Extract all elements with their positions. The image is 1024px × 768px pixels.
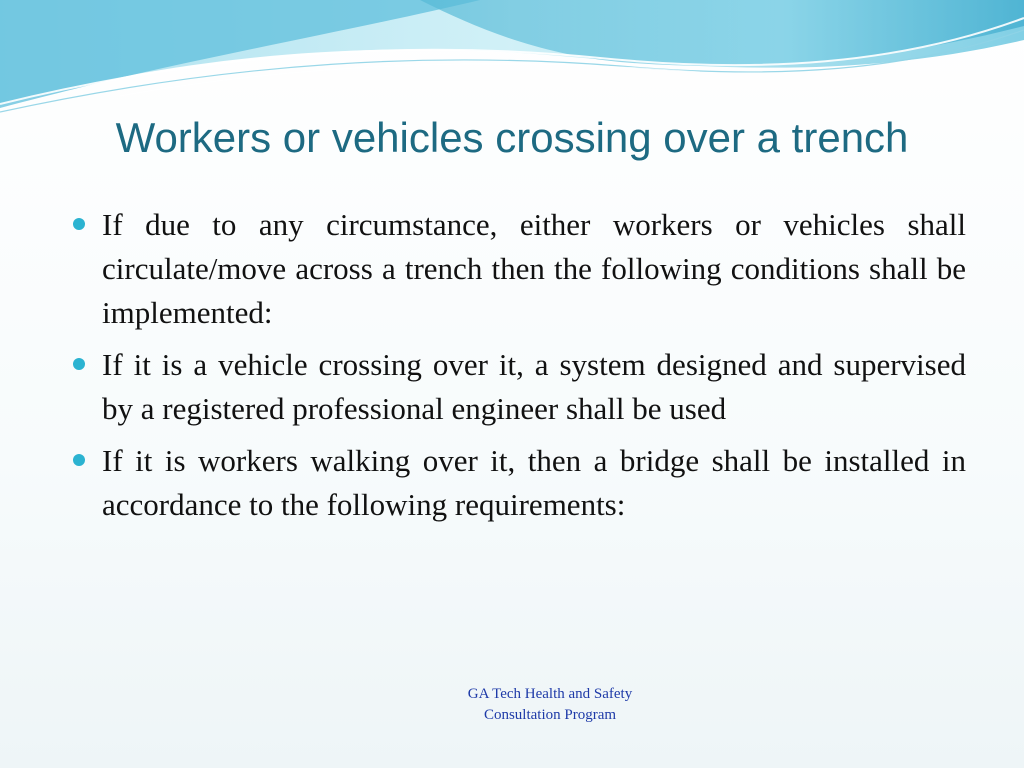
bullet-dot-icon xyxy=(73,218,85,230)
bullet-list xyxy=(70,203,966,535)
footer-line-2: Consultation Program xyxy=(483,707,617,723)
bullet-item-2 xyxy=(70,343,966,431)
bullet-text: If it is a vehicle crossing over it, a system designed and supervised by a registered professional engineer shall be used xyxy=(102,347,966,426)
header-wave-decoration xyxy=(0,0,1024,120)
footer xyxy=(400,684,700,726)
bullet-text: If it is workers walking over it, then a bridge shall be installed in accordance to the following requirements: xyxy=(102,443,966,522)
bullet-dot-icon xyxy=(73,358,85,370)
footer-line-1: GA Tech Health and Safety xyxy=(467,686,633,702)
slide-title: Workers or vehicles crossing over a trench xyxy=(115,114,909,161)
bullet-item-1 xyxy=(70,203,966,335)
bullet-dot-icon xyxy=(73,454,85,466)
bullet-text: If due to any circumstance, either workers or vehicles shall circulate/move across a trench then the following conditions shall be implemented: xyxy=(102,207,966,330)
bullet-item-3 xyxy=(70,439,966,527)
